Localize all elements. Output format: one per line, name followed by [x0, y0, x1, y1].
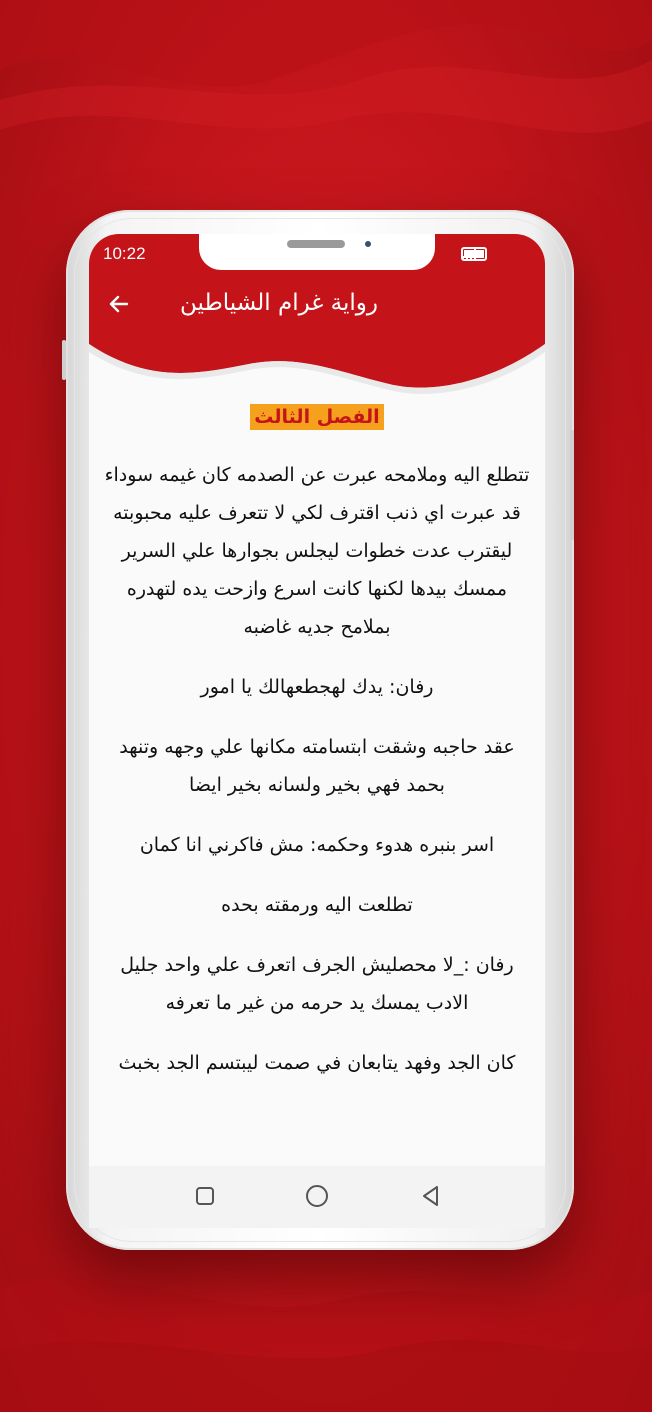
status-time: 10:22 — [103, 244, 146, 263]
story-paragraph: اسر بنبره هدوء وحكمه: مش فاكرني انا كمان — [139, 834, 495, 856]
app-bar — [89, 234, 545, 394]
story-paragraph: رفان :_لا محصليش الجرف اتعرف علي واحد جليل الادب يمسك يد حرمه من غير ما تعرفه — [120, 954, 514, 1014]
story-paragraph: كان الجد وفهد يتابعان في صمت ليبتسم الجد بخبث — [118, 1052, 516, 1074]
front-camera — [365, 241, 371, 247]
phone-side-button — [570, 430, 574, 540]
chapter-content[interactable] — [89, 400, 545, 1082]
camera-notch — [199, 234, 435, 270]
story-paragraph: عقد حاجبه وشقت ابتسامته مكانها علي وجهه وتنهد بحمد فهي بخير ولسانه بخير ايضا — [119, 736, 515, 796]
status-icons — [461, 246, 487, 262]
home-button[interactable] — [301, 1180, 333, 1212]
recents-button[interactable] — [189, 1180, 221, 1212]
story-paragraph: تتطلع اليه وملامحه عبرت عن الصدمه كان غيمه سوداء قد عبرت اي ذنب اقترف لكي لا تتعرف عليه محبوبته ليقترب عدت خطوات ليجلس بجوارها علي السرير ممسك بيدها لكنها كانت اسرع وازحت يده لتهدره بملامح جديه غاضبه — [104, 464, 530, 638]
page-title: رواية غرام الشياطين — [180, 290, 378, 316]
chapter-heading: الفصل الثالث — [250, 404, 383, 430]
system-nav-bar — [89, 1166, 545, 1228]
back-button[interactable] — [107, 292, 143, 328]
story-paragraph: تطلعت اليه ورمقته بحده — [221, 894, 413, 916]
circle-icon — [305, 1184, 329, 1208]
system-back-button[interactable] — [415, 1180, 447, 1212]
speaker-grille — [287, 240, 345, 248]
square-icon — [195, 1186, 215, 1206]
phone-screen — [89, 234, 545, 1166]
arrow-left-icon — [107, 292, 131, 316]
story-paragraph: رفان: يدك لهجطعهالك يا امور — [200, 676, 434, 698]
phone-side-button — [62, 340, 66, 380]
chapter-heading-row — [89, 400, 545, 430]
triangle-back-icon — [420, 1185, 442, 1207]
battery-icon — [461, 247, 487, 261]
